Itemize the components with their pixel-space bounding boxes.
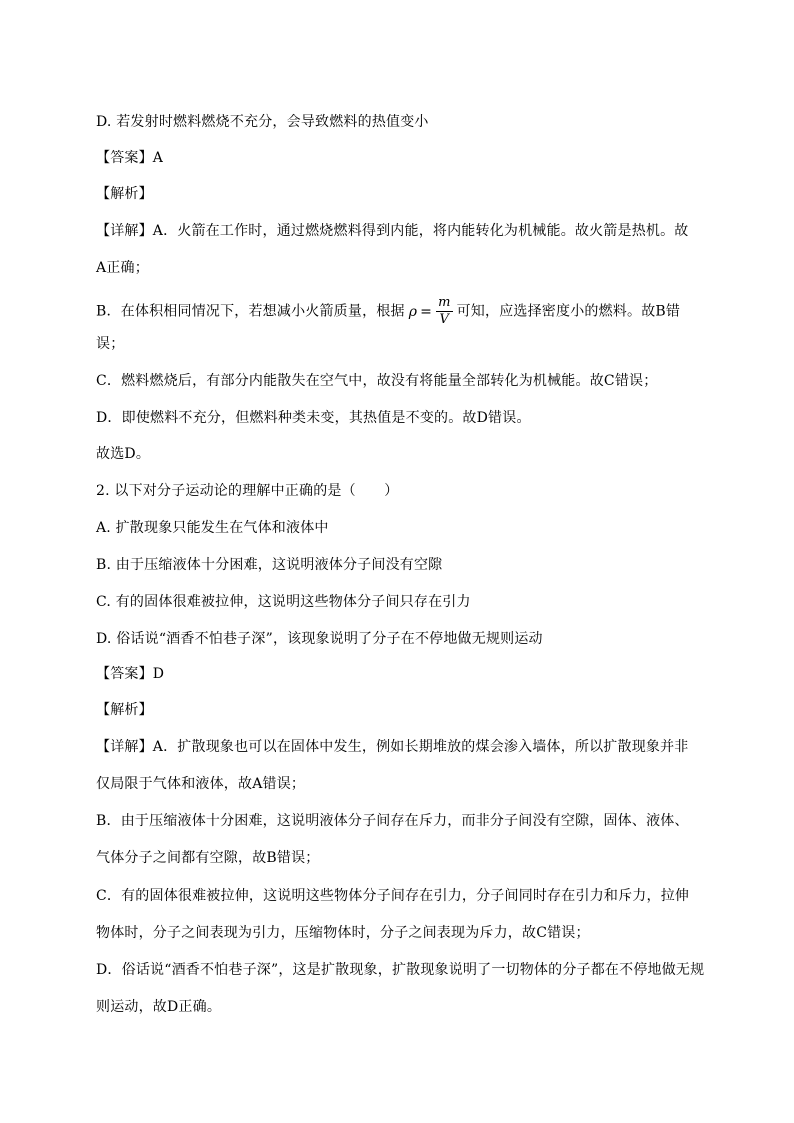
detail-b-q1-text-1: B．在体积相同情况下，若想减小火箭质量，根据 bbox=[96, 303, 405, 320]
option-c-q2: C. 有的固体很难被拉伸，这说明这些物体分子间只存在引力 bbox=[96, 594, 471, 610]
formula-denominator: V bbox=[439, 312, 450, 327]
detail-c-q2-cont: 物体时，分子之间表现为引力，压缩物体时，分子之间表现为斥力，故C错误； bbox=[96, 925, 590, 941]
answer-label-q1: 【答案】A bbox=[96, 150, 164, 166]
option-a-q2: A. 扩散现象只能发生在气体和液体中 bbox=[96, 520, 329, 536]
analysis-label-q1: 【解析】 bbox=[96, 186, 153, 202]
option-d-q1: D. 若发射时燃料燃烧不充分，会导致燃料的热值变小 bbox=[96, 114, 429, 130]
formula-equals: = bbox=[420, 303, 433, 320]
conclusion-q1: 故选D。 bbox=[96, 446, 151, 462]
detail-b-q2-cont: 气体分子之间都有空隙，故B错误； bbox=[96, 850, 320, 866]
option-d-q2: D. 俗话说“酒香不怕巷子深”，该现象说明了分子在不停地做无规则运动 bbox=[96, 631, 543, 647]
detail-d-q2-cont: 则运动，故D正确。 bbox=[96, 999, 222, 1015]
detail-a-q2-cont: 仅局限于气体和液体，故A错误； bbox=[96, 776, 306, 792]
detail-b-q1-cont: 误； bbox=[96, 336, 125, 352]
answer-label-q2: 【答案】D bbox=[96, 666, 165, 682]
detail-a-q1-cont: A正确； bbox=[96, 260, 149, 276]
option-b-q2: B. 由于压缩液体十分困难，这说明液体分子间没有空隙 bbox=[96, 557, 443, 573]
detail-b-q1-text-2: 可知，应选择密度小的燃料。故B错 bbox=[456, 303, 681, 320]
formula-fraction bbox=[436, 296, 453, 327]
detail-d-q2: D．俗话说“酒香不怕巷子深”，这是扩散现象，扩散现象说明了一切物体的分子都在不停地做无规 bbox=[96, 962, 705, 978]
detail-a-q2: 【详解】A．扩散现象也可以在固体中发生，例如长期堆放的煤会渗入墙体，所以扩散现象并非 bbox=[96, 739, 689, 755]
analysis-label-q2: 【解析】 bbox=[96, 702, 153, 718]
formula-numerator: m bbox=[438, 295, 451, 310]
question-2: 2. 以下对分子运动论的理解中正确的是（ ） bbox=[96, 483, 399, 499]
density-formula bbox=[409, 296, 453, 327]
formula-rho: ρ bbox=[408, 303, 418, 320]
detail-c-q2: C．有的固体很难被拉伸，这说明这些物体分子间存在引力，分子间同时存在引力和斥力，拉伸 bbox=[96, 888, 690, 904]
detail-b-q1 bbox=[96, 296, 680, 327]
detail-d-q1: D．即使燃料不充分，但燃料种类未变，其热值是不变的。故D错误。 bbox=[96, 410, 531, 426]
detail-b-q2: B．由于压缩液体十分困难，这说明液体分子间存在斥力，而非分子间没有空隙，固体、液体、 bbox=[96, 813, 689, 829]
detail-c-q1: C．燃料燃烧后，有部分内能散失在空气中，故没有将能量全部转化为机械能。故C错误； bbox=[96, 373, 658, 389]
detail-a-q1: 【详解】A．火箭在工作时，通过燃烧燃料得到内能，将内能转化为机械能。故火箭是热机。故 bbox=[96, 223, 689, 239]
